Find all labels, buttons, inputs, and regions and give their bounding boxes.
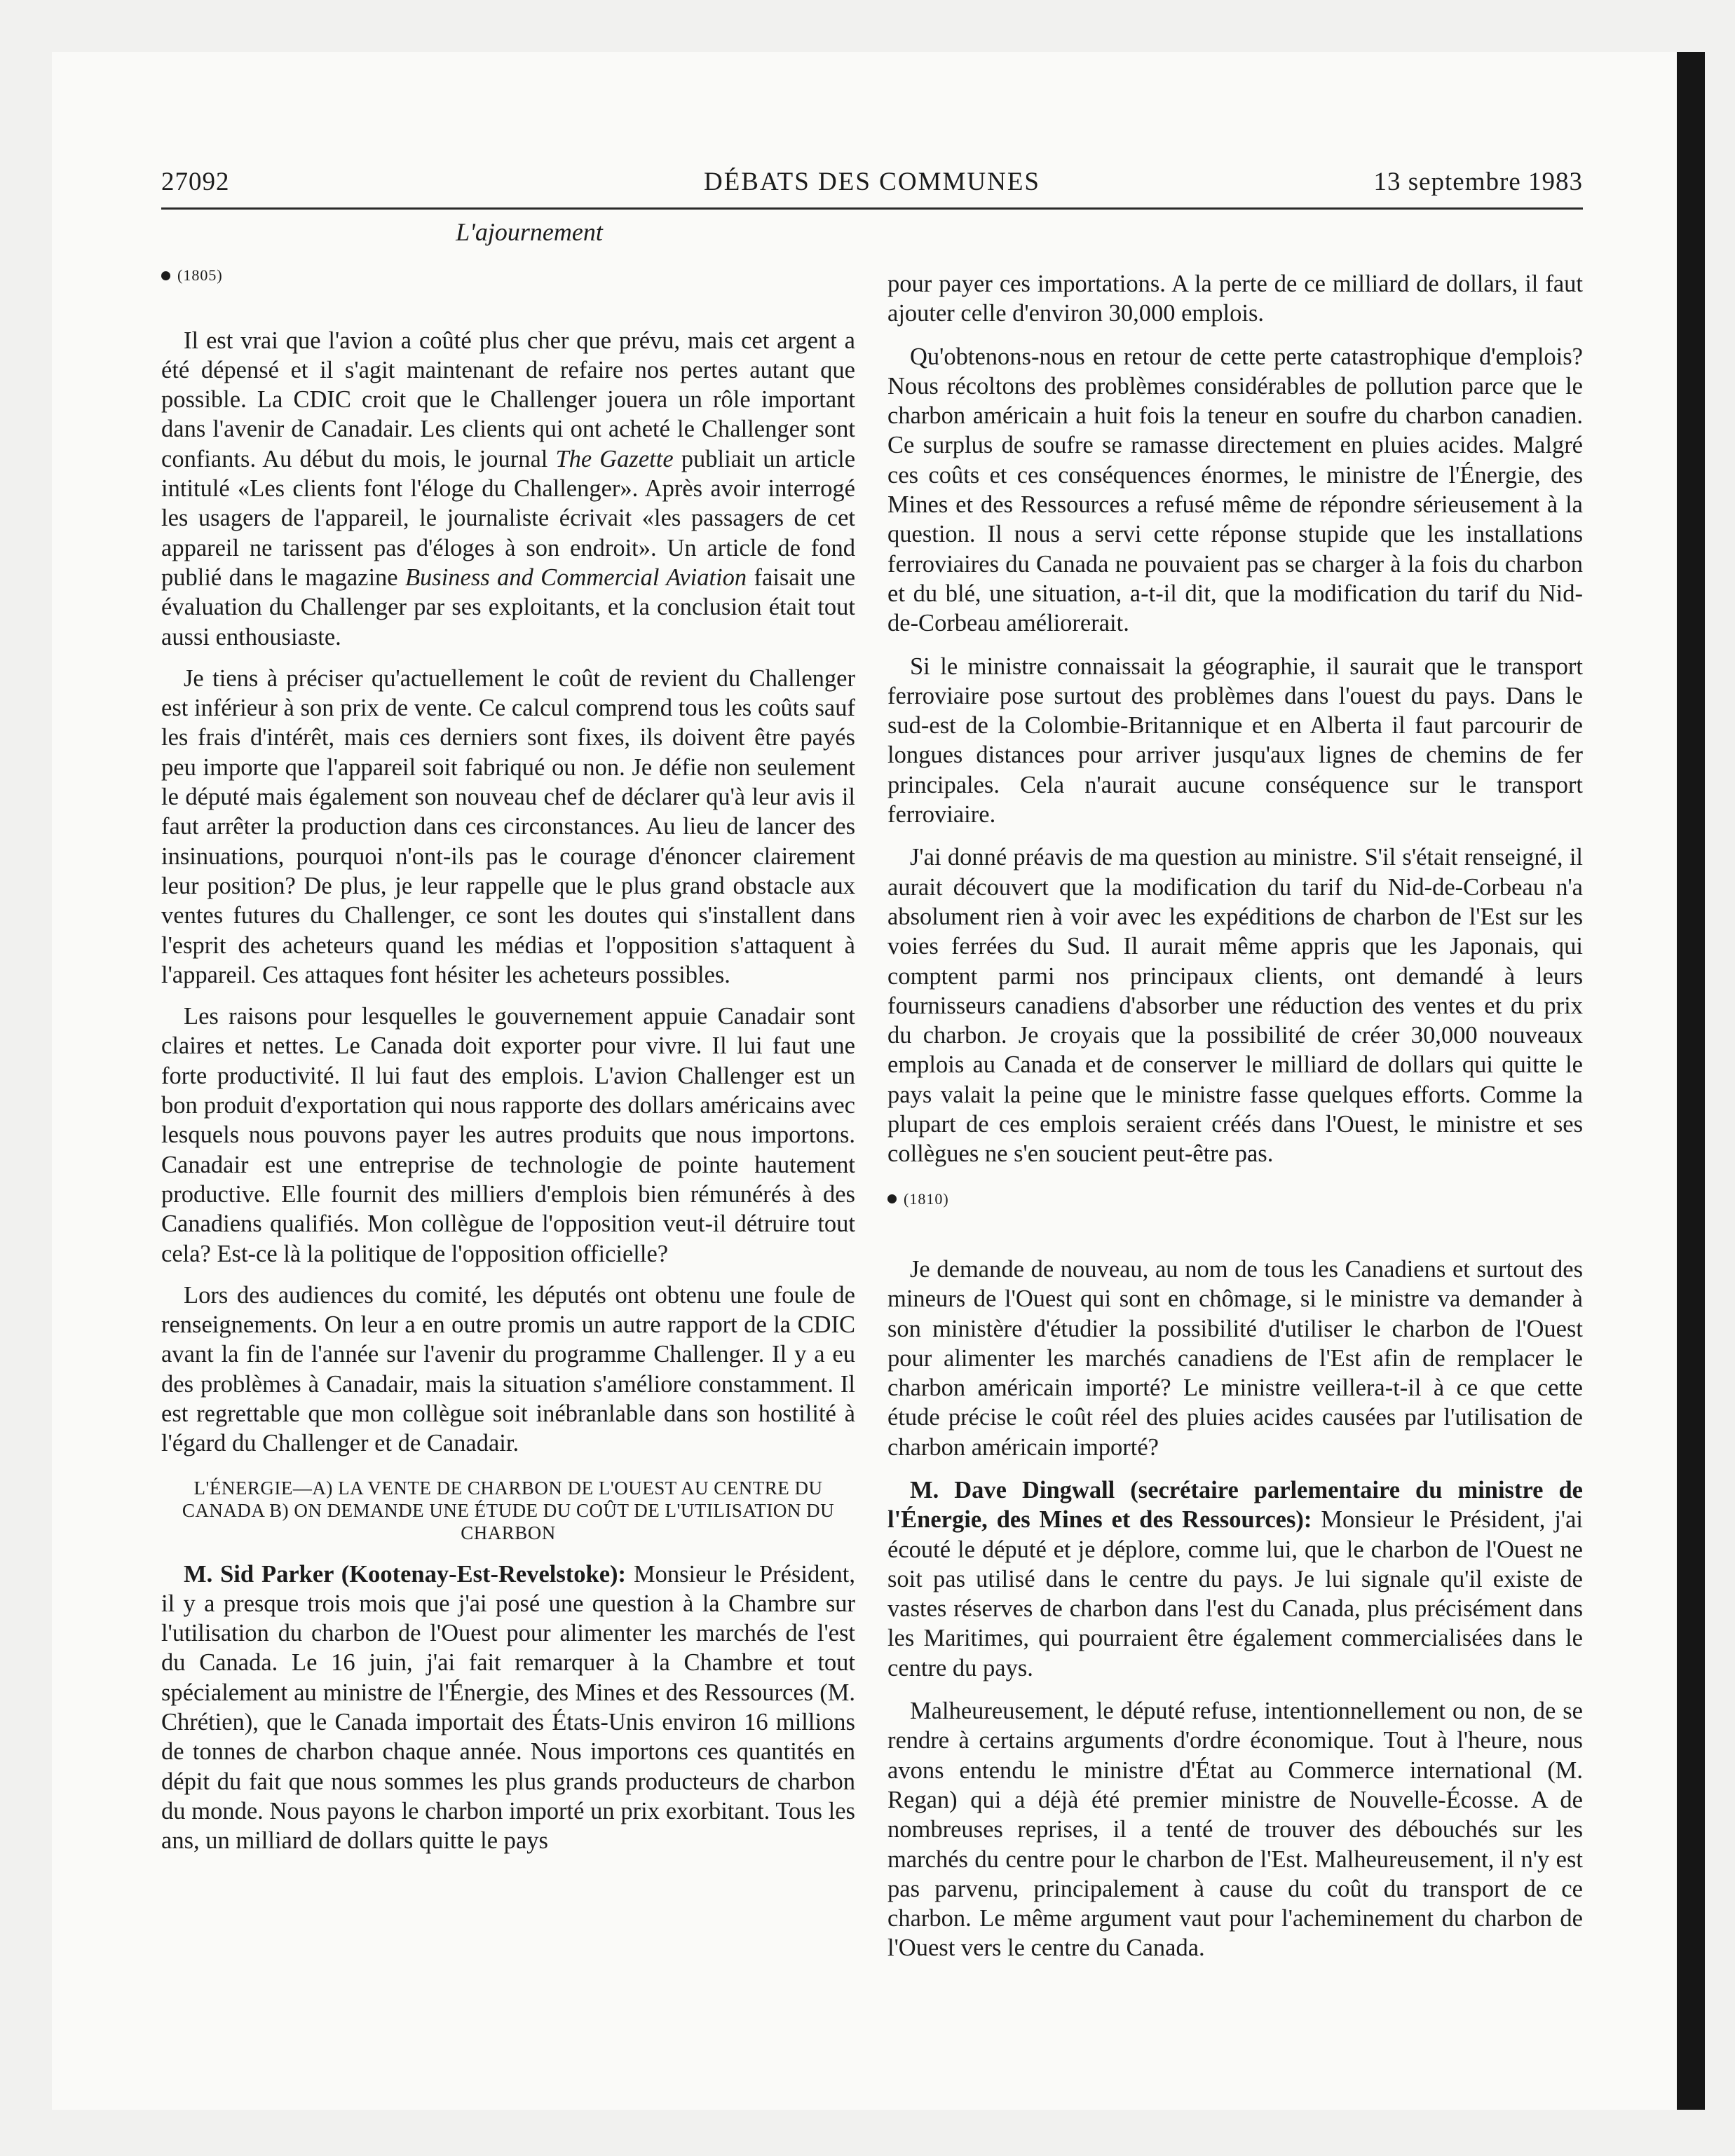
paragraph xyxy=(161,1560,855,1856)
paragraph: J'ai donné préavis de ma question au ministre. S'il s'était renseigné, il aurait découvert que la modification du tarif du Nid-de-Corbeau n'a absolument rien à voir avec les expéditions de charbon de l'Est sur les voies ferrées du Sud. Il aurait même appris que les Japonais, qui comptent parmi nos principaux clients, ont demandé à leurs fournisseurs canadiens d'absorber une réduction des ventes et du prix du charbon. Je croyais que la possibilité de créer 30,000 nouveaux emplois au Canada et de conserver le milliard de dollars qui quitte le pays valait la peine que le ministre fasse quelques efforts. Comme la plupart de ces emplois seraient créés dans l'Ouest, le ministre et ses collègues ne s'en soucient peut-être pas. xyxy=(887,844,1583,1168)
time-marker-label: (1810) xyxy=(904,1189,949,1208)
publication-name: Business and Commercial Aviation xyxy=(404,564,747,591)
left-column xyxy=(161,217,855,1868)
page-number: 27092 xyxy=(161,168,230,196)
right-column xyxy=(887,269,1583,1977)
bullet-icon xyxy=(161,271,170,280)
paragraph: Qu'obtenons-nous en retour de cette perte catastrophique d'emplois? Nous récoltons des problèmes considérables de pollution parce que le charbon américain a huit fois la teneur en soufre du charbon canadien. Ce surplus de soufre se ramasse directement en pluies acides. Malgré ces coûts et ces conséquences énormes, le ministre de l'Énergie, des Mines et des Ressources a refusé même de répondre sérieusement à la question. Il nous a servi cette réponse stupide que les installations ferroviaires du Canada ne pouvaient pas se charger à la fois du charbon et du blé, une situation, a-t-il dit, que la modification du tarif du Nid-de-Corbeau améliorerait. xyxy=(887,343,1583,637)
paragraph-text: Il est vrai que l'avion a coûté plus cher que prévu, mais cet argent a été dépensé et il s'agit maintenant de refaire nos pertes autant que possible. La CDIC croit que le Challenger jouera un rôle important dans l'avenir de Canadair. Les clients qui ont acheté le Challenger sont confiants. Au début du mois, le journal xyxy=(161,327,855,472)
paragraph xyxy=(161,326,855,652)
paragraph-text: publiait un article intitulé «Les clients font l'éloge du Challenger». Après avoir interrogé les usagers de l'appareil, le journaliste écrivait «les passagers de cet appareil ne tarissent pas d'éloges à son endroit». Un article de fond publié dans le magazine xyxy=(161,445,856,591)
paragraph: Malheureusement, le député refuse, intentionnellement ou non, de se rendre à certains arguments d'ordre économique. Tout à l'heure, nous avons entendu le ministre d'État au Commerce international (M. Regan) qui a déjà été premier ministre de Nouvelle-Écosse. A de nombreuses reprises, il a tenté de trouver des débouchés sur les marchés du centre pour le charbon de l'Est. Malheureusement, il n'y est pas parvenu, principalement à cause du coût du transport de ce charbon. Le même argument vaut pour l'acheminement du charbon de l'Ouest vers le centre du Canada. xyxy=(887,1698,1583,1962)
subject-heading: L'ÉNERGIE—A) LA VENTE DE CHARBON DE L'OUEST AU CENTRE DU CANADA B) ON DEMANDE UNE ÉTUDE DU COÛT DE L'UTILISATION DU CHARBON xyxy=(182,1477,835,1543)
time-marker-label: (1805) xyxy=(177,266,223,285)
time-marker xyxy=(161,261,855,290)
time-marker xyxy=(887,1185,1583,1214)
section-title: L'ajournement xyxy=(456,218,603,246)
paragraph: pour payer ces importations. A la perte de ce milliard de dollars, il faut ajouter celle d'environ 30,000 emplois. xyxy=(887,271,1583,327)
paragraph: Je tiens à préciser qu'actuellement le coût de revient du Challenger est inférieur à son prix de vente. Ce calcul comprend tous les coûts sauf les frais d'intérêt, mais ces derniers sont fixes, ils doivent être payés peu importe que l'appareil soit fabriqué ou non. Je défie non seulement le député mais également son nouveau chef de déclarer qu'à leur avis il faut arrêter la production dans ces circonstances. Au lieu de lancer des insinuations, pourquoi n'ont-ils pas le courage d'énoncer clairement leur position? De plus, je leur rappelle que le plus grand obstacle aux ventes futures du Challenger, ce sont les doutes qui s'installent dans l'esprit des acheteurs quand les médias et l'opposition s'attaquent à l'appareil. Ces attaques font hésiter les acheteurs possibles. xyxy=(161,664,855,988)
page-date: 13 septembre 1983 xyxy=(1373,168,1583,196)
speaker-name: M. Sid Parker (Kootenay-Est-Revelstoke): xyxy=(184,1560,627,1588)
paragraph: Si le ministre connaissait la géographie, il saurait que le transport ferroviaire pose surtout des problèmes dans l'ouest du pays. Dans le sud-est de la Colombie-Britannique et en Alberta il faut parcourir de longues distances pour arriver jusqu'aux lignes de chemins de fer principales. Cela n'aurait aucune conséquence sur le transport ferroviaire. xyxy=(887,653,1583,828)
publication-name: The Gazette xyxy=(555,445,674,472)
paragraph-text: Monsieur le Président, j'ai écouté le député et je déplore, comme lui, que le charbon de l'Ouest ne soit pas utilisé dans le centre du pays. Je lui signale qu'il existe de vastes réserves de charbon dans l'est du Canada, plus précisément dans les Maritimes, qui pourraient être également commercialisées dans le centre du pays. xyxy=(887,1506,1584,1681)
paragraph: Lors des audiences du comité, les députés ont obtenu une foule de renseignements. On leur a en outre promis un autre rapport de la CDIC avant la fin de l'année sur l'avenir du programme Challenger. Il y a eu des problèmes à Canadair, mais la situation s'améliore constamment. Il est regrettable que mon collègue soit inébranlable dans son hostilité à l'égard du Challenger et de Canadair. xyxy=(161,1281,855,1457)
paragraph: Les raisons pour lesquelles le gouvernement appuie Canadair sont claires et nettes. Le Canada doit exporter pour vivre. Il lui faut une forte productivité. Il lui faut des emplois. L'avion Challenger est un bon produit d'exportation qui nous rapporte des dollars américains avec lesquels nous pouvons payer les autres produits que nous importons. Canadair est une entreprise de technologie de pointe hautement productive. Elle fournit des milliers d'emplois bien rémunérés à des Canadiens qualifiés. Mon collègue de l'opposition veut-il détruire tout cela? Est-ce là la politique de l'opposition officielle? xyxy=(161,1003,855,1267)
paragraph xyxy=(887,1475,1583,1683)
paragraph-text: faisait une évaluation du Challenger par ses exploitants, et la conclusion était tout aussi enthousiaste. xyxy=(161,564,856,650)
scan-edge-shadow xyxy=(1677,52,1705,2110)
paragraph-text: Monsieur le Président, il y a presque trois mois que j'ai posé une question à la Chambre sur l'utilisation du charbon de l'Ouest pour alimenter les marchés de l'est du Canada. Le 16 juin, j'ai fait remarquer à la Chambre et tout spécialement au ministre de l'Énergie, des Mines et des Ressources (M. Chrétien), que le Canada importait des États-Unis environ 16 millions de tonnes de charbon chaque année. Nous importons ces quantités en dépit du fait que nous sommes les plus grands producteurs de charbon du monde. Nous payons le charbon importé un prix exorbitant. Tous les ans, un milliard de dollars quitte le pays xyxy=(161,1560,855,1855)
publication-title: DÉBATS DES COMMUNES xyxy=(703,168,1040,196)
page-header xyxy=(161,167,1583,210)
bullet-icon xyxy=(887,1194,897,1203)
paragraph: Je demande de nouveau, au nom de tous les Canadiens et surtout des mineurs de l'Ouest qui sont en chômage, si le ministre va demander à son ministère d'étudier la possibilité d'utiliser le charbon de l'Ouest pour alimenter les marchés canadiens de l'Est afin de remplacer le charbon américain importé? Le ministre veillera-t-il à ce que cette étude précise le coût réel des pluies acides causées par l'utilisation de charbon américain importé? xyxy=(887,1255,1583,1461)
speaker-name: M. Dave Dingwall (secrétaire parlementaire du ministre de l'Énergie, des Mines et des Ressources): xyxy=(887,1476,1583,1534)
